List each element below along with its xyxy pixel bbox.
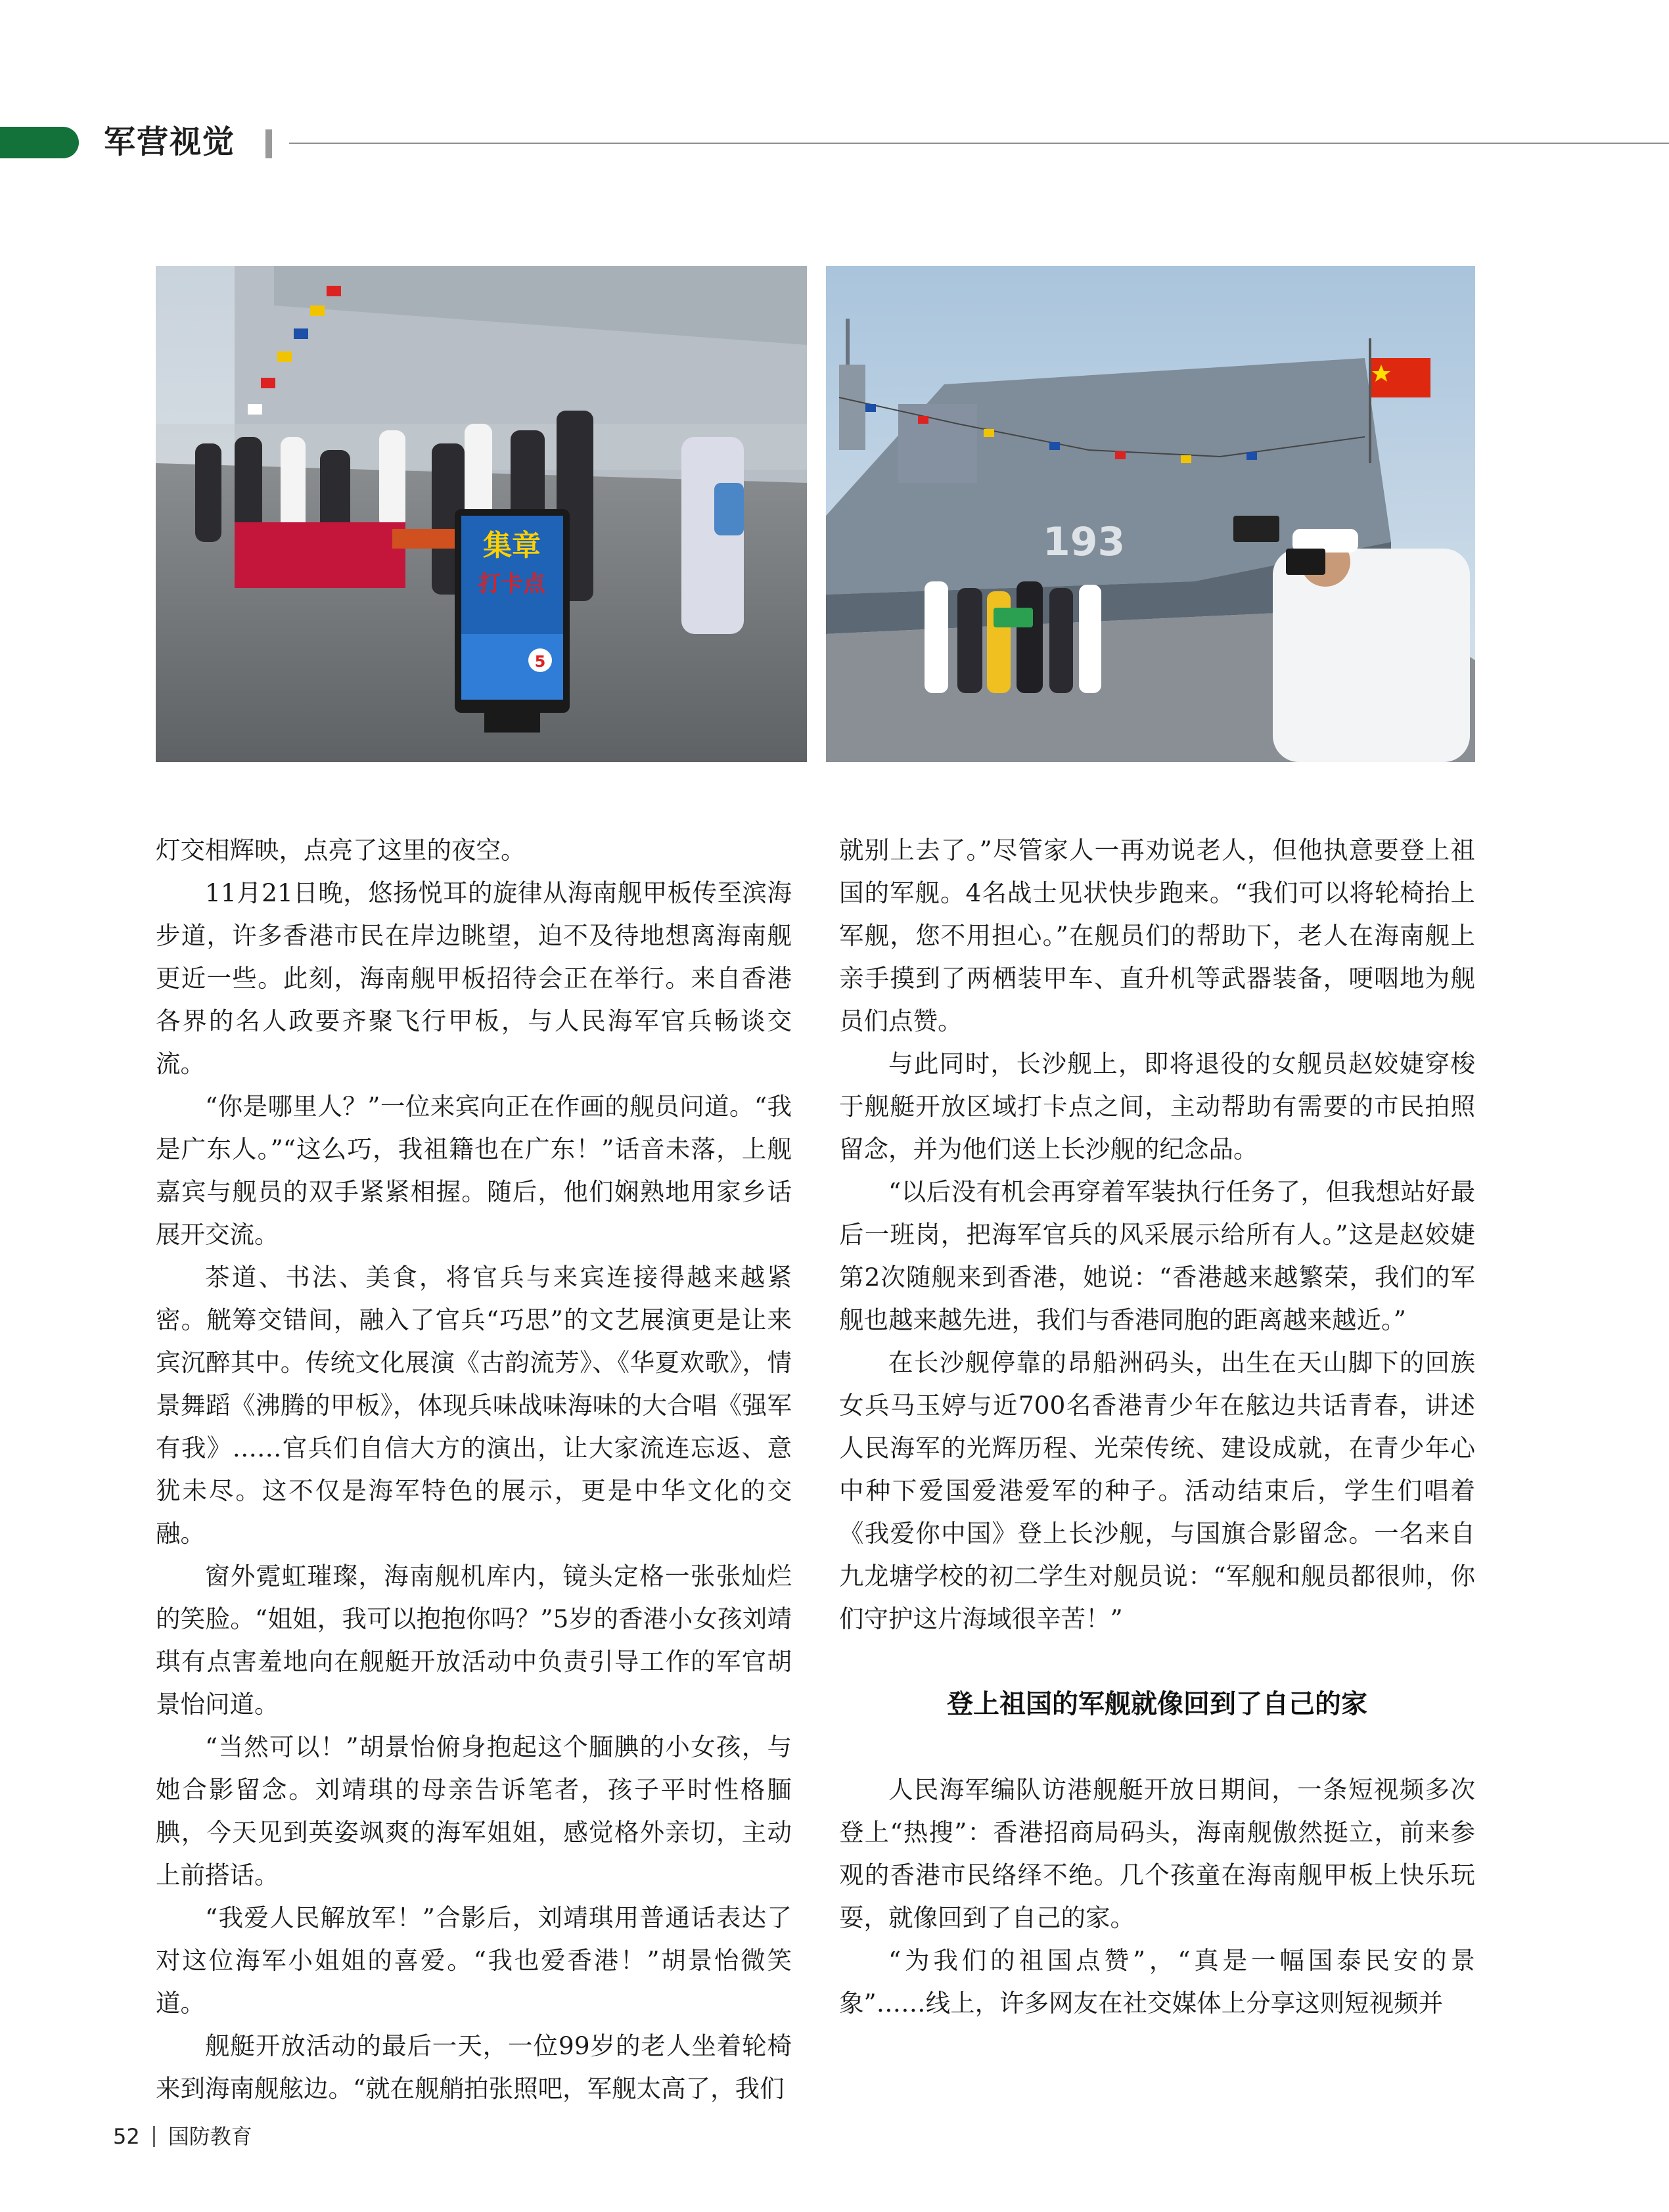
photo-warship-group — [826, 266, 1475, 762]
paragraph: 11月21日晚，悠扬悦耳的旋律从海南舰甲板传至滨海步道，许多香港市民在岸边眺望，迫不及待地想离海南舰更近一些。此刻，海南舰甲板招待会正在举行。来自香港各界的名人政要齐聚飞行甲板，与人民海军官兵畅谈交流。 — [156, 878, 792, 1078]
paragraph: 舰艇开放活动的最后一天，一位99岁的老人坐着轮椅来到海南舰舷边。“就在舰艄拍张照吧，军舰太高了，我们 — [156, 2031, 792, 2103]
paragraph: “以后没有机会再穿着军装执行任务了，但我想站好最后一班岗，把海军官兵的风采展示给所有人。”这是赵姣婕第2次随舰来到香港，她说：“香港越来越繁荣，我们的军舰也越来越先进，我们与香港同胞的距离越来越近。” — [839, 1177, 1475, 1334]
section-title: 军营视觉 — [104, 124, 236, 160]
text-column-right — [839, 829, 1475, 2025]
sign-subtitle: 打卡点 — [478, 571, 545, 597]
paragraph: 灯交相辉映，点亮了这里的夜空。 — [156, 836, 526, 865]
paragraph: 窗外霓虹璀璨，海南舰机库内，镜头定格一张张灿烂的笑脸。“姐姐，我可以抱抱你吗？”5岁的香港小女孩刘靖琪有点害羞地向在舰艇开放活动中负责引导工作的军官胡景怡问道。 — [156, 1562, 792, 1719]
title-divider — [265, 129, 272, 158]
text-column-left — [156, 829, 792, 2110]
photo-deck-visitors — [156, 266, 807, 762]
paragraph: “当然可以！”胡景怡俯身抱起这个腼腆的小女孩，与她合影留念。刘靖琪的母亲告诉笔者，孩子平时性格腼腆，今天见到英姿飒爽的海军姐姐，感觉格外亲切，主动上前搭话。 — [156, 1732, 792, 1889]
footer-divider — [153, 2126, 155, 2147]
paragraph: “你是哪里人？”一位来宾向正在作画的舰员问道。“我是广东人。”“这么巧，我祖籍也在广东！”话音未落，上舰嘉宾与舰员的双手紧紧相握。随后，他们娴熟地用家乡话展开交流。 — [156, 1092, 792, 1249]
header-rule — [289, 143, 1669, 144]
page-footer — [113, 2123, 252, 2150]
paragraph: 在长沙舰停靠的昂船洲码头，出生在天山脚下的回族女兵马玉婷与近700名香港青少年在舷边共话青春，讲述人民海军的光辉历程、光荣传统、建设成就，在青少年心中种下爱国爱港爱军的种子。活动结束后，学生们唱着《我爱你中国》登上长沙舰，与国旗合影留念。一名来自九龙塘学校的初二学生对舰员说：“军舰和舰员都很帅，你们守护这片海域很辛苦！” — [839, 1348, 1475, 1633]
paragraph: 茶道、书法、美食，将官兵与来宾连接得越来越紧密。觥筹交错间，融入了官兵“巧思”的文艺展演更是让来宾沉醉其中。传统文化展演《古韵流芳》、《华夏欢歌》，情景舞蹈《沸腾的甲板》，体现兵味战味海味的大合唱《强军有我》……官兵们自信大方的演出，让大家流连忘返、意犹未尽。这不仅是海军特色的展示，更是中华文化的交融。 — [156, 1263, 792, 1548]
magazine-name: 国防教育 — [168, 2124, 252, 2149]
page-number: 52 — [113, 2124, 140, 2149]
paragraph: “我爱人民解放军！”合影后，刘靖琪用普通话表达了对这位海军小姐姐的喜爱。“我也爱香港！”胡景怡微笑道。 — [156, 1903, 792, 2018]
section-tab — [0, 127, 79, 158]
paragraph: 人民海军编队访港舰艇开放日期间，一条短视频多次登上“热搜”：香港招商局码头，海南舰傲然挺立，前来参观的香港市民络绎不绝。几个孩童在海南舰甲板上快乐玩耍，就像回到了自己的家。 — [839, 1775, 1475, 1932]
paragraph: “为我们的祖国点赞”，“真是一幅国泰民安的景象”……线上，许多网友在社交媒体上分享这则短视频并 — [839, 1946, 1475, 2018]
hull-number: 193 — [1043, 519, 1126, 565]
sign-number: 5 — [534, 652, 546, 671]
subheading: 登上祖国的军舰就像回到了自己的家 — [947, 1689, 1367, 1719]
paragraph: 就别上去了。”尽管家人一再劝说老人，但他执意要登上祖国的军舰。4名战士见状快步跑来。“我们可以将轮椅抬上军舰，您不用担心。”在舰员们的帮助下，老人在海南舰上亲手摸到了两栖装甲车、直升机等武器装备，哽咽地为舰员们点赞。 — [839, 836, 1475, 1035]
paragraph: 与此同时，长沙舰上，即将退役的女舰员赵姣婕穿梭于舰艇开放区域打卡点之间，主动帮助有需要的市民拍照留念，并为他们送上长沙舰的纪念品。 — [839, 1049, 1475, 1163]
sign-title: 集章 — [483, 529, 541, 562]
